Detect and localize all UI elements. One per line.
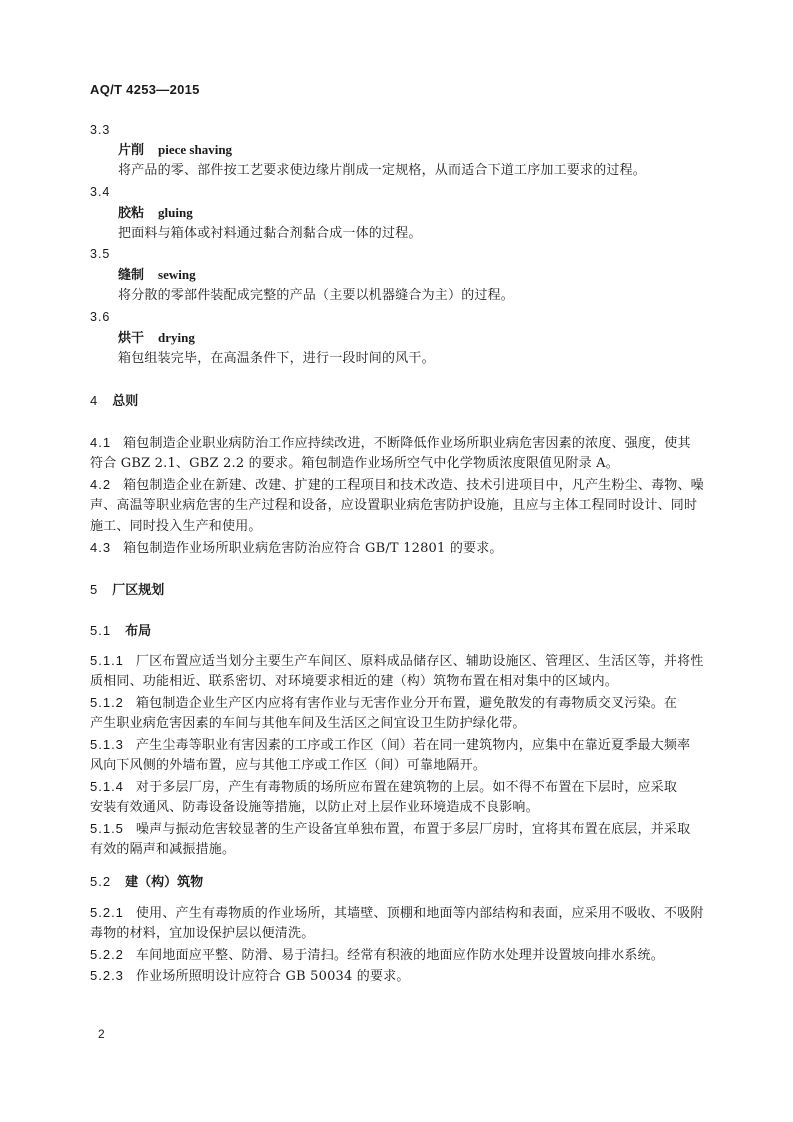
clause-paragraph [90,476,704,495]
term-english: sewing [158,267,196,282]
clause-number: 5.2.2 [90,947,124,962]
clause-text: 箱包制造作业场所职业病危害防治应符合 GB/T 12801 的要求。 [123,541,503,556]
clause-number: 4.3 [90,540,112,555]
clause-text: 箱包制造企业生产区内应将有害作业与无害作业分开布置，避免散发的有毒物质交叉污染。在 [135,696,678,711]
clause-paragraph [90,539,503,558]
term-english: piece shaving [158,142,233,157]
term-definition: 将产品的零、部件按工艺要求使边缘片削成一定规格，从而适合下道工序加工要求的过程。 [118,163,647,178]
term-number: 3.5 [90,247,111,261]
subsection-title: 建（构）筑物 [125,875,204,890]
subsection-number: 5.1 [90,623,112,638]
section-title: 总则 [112,394,139,409]
subsection-number: 5.2 [90,874,112,889]
section-heading [90,392,138,411]
clause-text: 风向下风侧的外墙布置，应与其他工序或工作区（间）可靠地隔开。 [90,758,487,773]
clause-text: 质相同、功能相近、联系密切、对环境要求相近的建（构）筑物布置在相对集中的区域内。 [90,674,619,689]
subsection-heading [90,622,151,641]
clause-text: 厂区布置应适当划分主要生产车间区、原料成品储存区、辅助设施区、管理区、生活区等，并将性 [135,654,704,669]
term-definition: 箱包组装完毕，在高温条件下，进行一段时间的风干。 [118,351,435,366]
clause-number: 5.2.3 [90,968,124,983]
clause-text: 作业场所照明设计应符合 GB 50034 的要求。 [135,969,410,984]
term-chinese: 胶粘 [118,206,145,221]
term-number: 3.4 [90,185,111,199]
section-title: 厂区规划 [112,583,165,598]
clause-text: 箱包制造企业职业病防治工作应持续改进，不断降低作业场所职业病危害因素的浓度、强度，使其 [123,436,691,451]
subsection-title: 布局 [125,624,152,639]
clause-number: 4.2 [90,477,112,492]
term-chinese: 片削 [118,143,145,158]
page-number: 2 [98,1027,105,1041]
term-number: 3.3 [90,123,111,137]
term-english: drying [158,330,195,345]
term-title [118,266,196,285]
clause-text: 施工、同时投入生产和使用。 [90,519,262,534]
term-chinese: 缝制 [118,268,145,283]
clause-text: 符合 GBZ 2.1、GBZ 2.2 的要求。箱包制造作业场所空气中化学物质浓度限值见附录 A。 [90,456,619,471]
clause-text: 产生职业病危害因素的车间与其他车间及生活区之间宜设卫生防护绿化带。 [90,716,526,731]
clause-text: 安装有效通风、防毒设备设施等措施，以防止对上层作业环境造成不良影响。 [90,800,539,815]
section-number: 4 [90,393,99,408]
term-definition: 将分散的零部件装配成完整的产品（主要以机器缝合为主）的过程。 [118,288,515,303]
clause-paragraph [90,967,410,986]
term-definition: 把面料与箱体或衬料通过黏合剂黏合成一体的过程。 [118,226,422,241]
section-number: 5 [90,582,99,597]
clause-number: 5.1.1 [90,653,124,668]
clause-paragraph [90,736,690,755]
term-chinese: 烘干 [118,331,145,346]
standard-code-header: AQ/T 4253—2015 [90,82,200,97]
clause-text: 毒物的材料，宜加设保护层以便清洗。 [90,926,315,941]
section-heading [90,581,164,600]
term-title [118,204,193,223]
clause-text: 噪声与振动危害较显著的生产设备宜单独布置，布置于多层厂房时，宜将其布置在底层，并采取 [135,822,691,837]
clause-paragraph [90,652,704,671]
term-title [118,141,232,160]
clause-paragraph [90,778,677,797]
clause-number: 5.1.2 [90,695,124,710]
clause-number: 5.2.1 [90,905,124,920]
subsection-heading [90,873,203,892]
clause-paragraph [90,946,664,965]
term-english: gluing [158,205,193,220]
term-title [118,329,195,348]
clause-text: 对于多层厂房，产生有毒物质的场所应布置在建筑物的上层。如不得不布置在下层时，应采取 [135,780,678,795]
clause-number: 5.1.5 [90,821,124,836]
clause-text: 车间地面应平整、防滑、易于清扫。经常有积液的地面应作防水处理并设置坡向排水系统。 [135,948,664,963]
clause-paragraph [90,434,691,453]
clause-text: 有效的隔声和减振措施。 [90,842,236,857]
clause-paragraph [90,904,704,923]
clause-paragraph [90,694,677,713]
clause-number: 5.1.4 [90,779,124,794]
clause-text: 使用、产生有毒物质的作业场所，其墙壁、顶棚和地面等内部结构和表面，应采用不吸收、不吸附 [135,906,704,921]
clause-text: 声、高温等职业病危害的生产过程和设备，应设置职业病危害防护设施，且应与主体工程同时设计、同时 [90,498,698,513]
clause-number: 5.1.3 [90,737,124,752]
term-number: 3.6 [90,310,111,324]
clause-paragraph [90,820,690,839]
clause-text: 箱包制造企业在新建、改建、扩建的工程项目和技术改造、技术引进项目中，凡产生粉尘、毒物、噪 [123,478,704,493]
clause-text: 产生尘毒等职业有害因素的工序或工作区（间）若在同一建筑物内，应集中在靠近夏季最大频率 [135,738,691,753]
clause-number: 4.1 [90,435,112,450]
